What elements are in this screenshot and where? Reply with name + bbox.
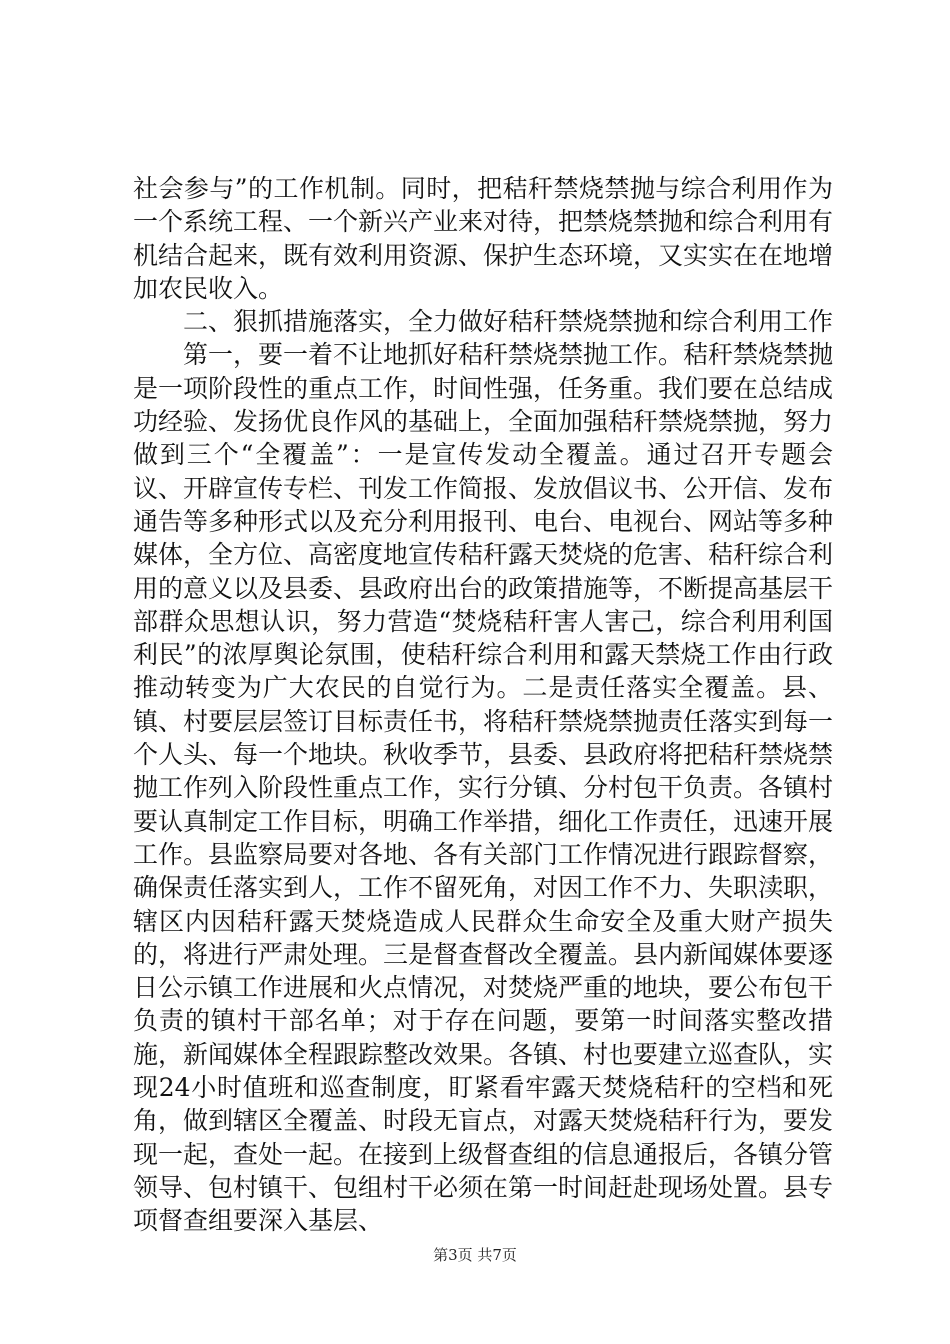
paragraph-first-point: 第一，要一着不让地抓好秸秆禁烧禁抛工作。秸秆禁烧禁抛是一项阶段性的重点工作，时间性强，任务重。我们要在总结成功经验、发扬优良作风的基础上，全面加强秸秆禁烧禁抛，努力做到三个“全覆盖”：一是宣传发动全覆盖。通过召开专题会议、开辟宣传专栏、刊发工作简报、发放倡议书、公开信、发布通告等多种形式以及充分利用报刊、电台、电视台、网站等多种媒体，全方位、高密度地宣传秸秆露天焚烧的危害、秸秆综合利用的意义以及县委、县政府出台的政策措施等，不断提高基层干部群众思想认识，努力营造“焚烧秸秆害人害己，综合利用利国利民”的浓厚舆论氛围，使秸秆综合利用和露天禁烧工作由行政推动转变为广大农民的自觉行为。二是责任落实全覆盖。县、镇、村要层层签订目标责任书，将秸秆禁烧禁抛责任落实到每一个人头、每一个地块。秋收季节，县委、县政府将把秸秆禁烧禁抛工作列入阶段性重点工作，实行分镇、分村包干负责。各镇村要认真制定工作目标，明确工作举措，细化工作责任，迅速开展工作。县监察局要对各地、各有关部门工作情况进行跟踪督察，确保责任落实到人，工作不留死角，对因工作不力、失职渎职，辖区内因秸秆露天焚烧造成人民群众生命安全及重大财产损失的，将进行严肃处理。三是督查督改全覆盖。县内新闻媒体要逐日公示镇工作进展和火点情况，对焚烧严重的地块，要公布包干负责的镇村干部名单；对于存在问题，要第一时间落实整改措施，新闻媒体全程跟踪整改效果。各镇、村也要建立巡查队，实现24小时值班和巡查制度，盯紧看牢露天焚烧秸秆的空档和死角，做到辖区全覆盖、时段无盲点，对露天焚烧秸秆行为，要发现一起，查处一起。在接到上级督查组的信息通报后，各镇分管领导、包村镇干、包组村干必须在第一时间赶赴现场处置。县专项督查组要深入基层、 (133, 340, 834, 1236)
section-heading: 二、狠抓措施落实，全力做好秸秆禁烧禁抛和综合利用工作 (183, 307, 834, 337)
paragraph-continuation: 社会参与”的工作机制。同时，把秸秆禁烧禁抛与综合利用作为一个系统工程、一个新兴产业来对待，把禁烧禁抛和综合利用有机结合起来，既有效利用资源、保护生态环境，又实实在在地增加农民收入。 (133, 174, 834, 303)
page-footer: 第3页 共7页 (433, 1246, 517, 1264)
document-body (133, 172, 833, 1238)
